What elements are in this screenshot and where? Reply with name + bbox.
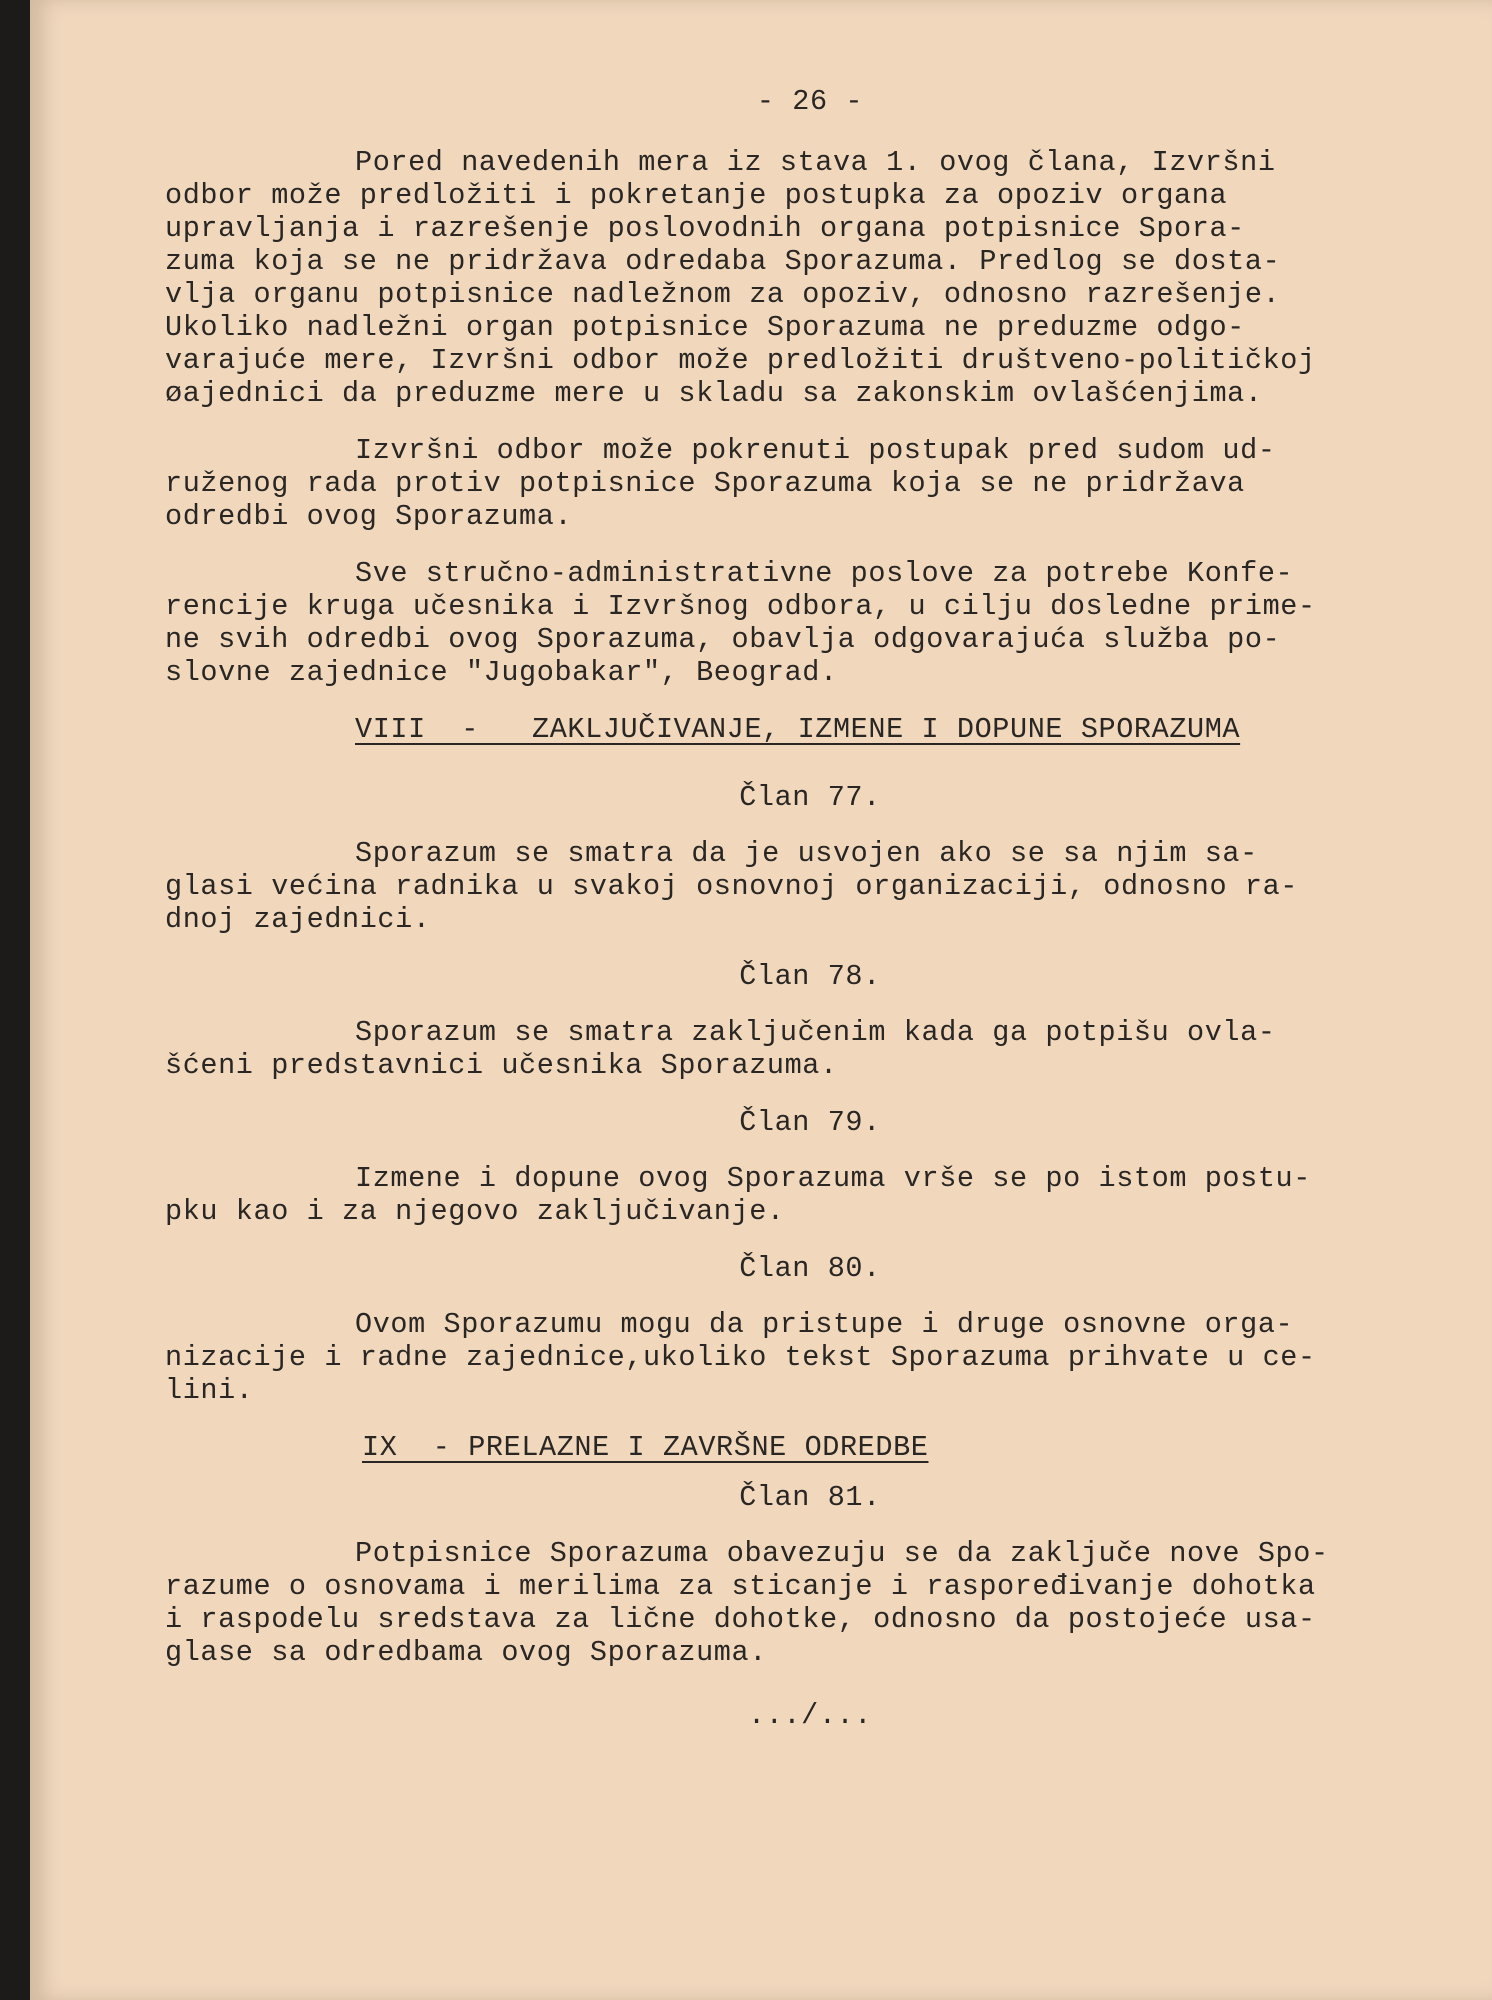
text-line: razume o osnovama i merilima za sticanje i raspoređivanje dohotka <box>165 1570 1316 1603</box>
text-line: odredbi ovog Sporazuma. <box>165 500 573 533</box>
article-78-text <box>165 1016 1455 1082</box>
section-heading-viii: VIII - ZAKLJUČIVANJE, IZMENE I DOPUNE SPORAZUMA <box>355 713 1241 746</box>
text-line: Izmene i dopune ovog Sporazuma vrše se po istom postu- <box>355 1162 1311 1195</box>
text-line: varajuće mere, Izvršni odbor može predložiti društveno-političkoj <box>165 344 1316 377</box>
text-line: Sporazum se smatra da je usvojen ako se sa njim sa- <box>355 837 1258 870</box>
text-line: glase sa odredbama ovog Sporazuma. <box>165 1636 767 1669</box>
paragraph-court <box>165 434 1455 533</box>
document-body <box>165 85 1455 1733</box>
text-line: Ukoliko nadležni organ potpisnice Sporazuma ne preduzme odgo- <box>165 311 1245 344</box>
article-title-79: Član 79. <box>739 1106 881 1139</box>
article-title-77: Član 77. <box>739 781 881 814</box>
text-line: Potpisnice Sporazuma obavezuju se da zaključe nove Spo- <box>355 1537 1329 1570</box>
text-line: šćeni predstavnici učesnika Sporazuma. <box>165 1049 838 1082</box>
text-line: Sve stručno-administrativne poslove za potrebe Konfe- <box>355 557 1294 590</box>
text-line: vlja organu potpisnice nadležnom za opoziv, odnosno razrešenje. <box>165 278 1281 311</box>
article-title-78: Član 78. <box>739 960 881 993</box>
text-line: ruženog rada protiv potpisnice Sporazuma koja se ne pridržava <box>165 467 1245 500</box>
text-line: Ovom Sporazumu mogu da pristupe i druge osnovne orga- <box>355 1308 1294 1341</box>
text-line: pku kao i za njegovo zaključivanje. <box>165 1195 785 1228</box>
article-80-text <box>165 1308 1455 1407</box>
text-line: dnoj zajednici. <box>165 903 431 936</box>
document-page <box>30 0 1492 2000</box>
page-number: - 26 - <box>756 85 864 118</box>
text-line: upravljanja i razrešenje poslovodnih organa potpisnice Spora- <box>165 212 1245 245</box>
paragraph-administration <box>165 557 1455 689</box>
article-title-81: Član 81. <box>739 1481 881 1514</box>
paragraph-enforcement <box>165 146 1455 410</box>
article-title-80: Član 80. <box>739 1252 881 1285</box>
text-line: rencije kruga učesnika i Izvršnog odbora, u cilju dosledne prime- <box>165 590 1316 623</box>
article-77-text <box>165 837 1455 936</box>
text-line: øajednici da preduzme mere u skladu sa zakonskim ovlašćenjima. <box>165 377 1263 410</box>
text-line: glasi većina radnika u svakoj osnovnoj organizaciji, odnosno ra- <box>165 870 1298 903</box>
section-heading-ix: IX - PRELAZNE I ZAVRŠNE ODREDBE <box>362 1431 929 1464</box>
text-line: ne svih odredbi ovog Sporazuma, obavlja odgovarajuća služba po- <box>165 623 1281 656</box>
continuation-marker: .../... <box>748 1699 872 1732</box>
text-line: odbor može predložiti i pokretanje postupka za opoziv organa <box>165 179 1228 212</box>
text-line: Sporazum se smatra zaključenim kada ga potpišu ovla- <box>355 1016 1276 1049</box>
text-line: nizacije i radne zajednice,ukoliko tekst Sporazuma prihvate u ce- <box>165 1341 1316 1374</box>
article-81-text <box>165 1537 1455 1669</box>
text-line: zuma koja se ne pridržava odredaba Sporazuma. Predlog se dosta- <box>165 245 1281 278</box>
text-line: lini. <box>165 1374 254 1407</box>
text-line: Izvršni odbor može pokrenuti postupak pred sudom ud- <box>355 434 1276 467</box>
text-line: Pored navedenih mera iz stava 1. ovog člana, Izvršni <box>355 146 1276 179</box>
article-79-text <box>165 1162 1455 1228</box>
text-line: i raspodelu sredstava za lične dohotke, odnosno da postojeće usa- <box>165 1603 1316 1636</box>
text-line: slovne zajednice "Jugobakar", Beograd. <box>165 656 838 689</box>
